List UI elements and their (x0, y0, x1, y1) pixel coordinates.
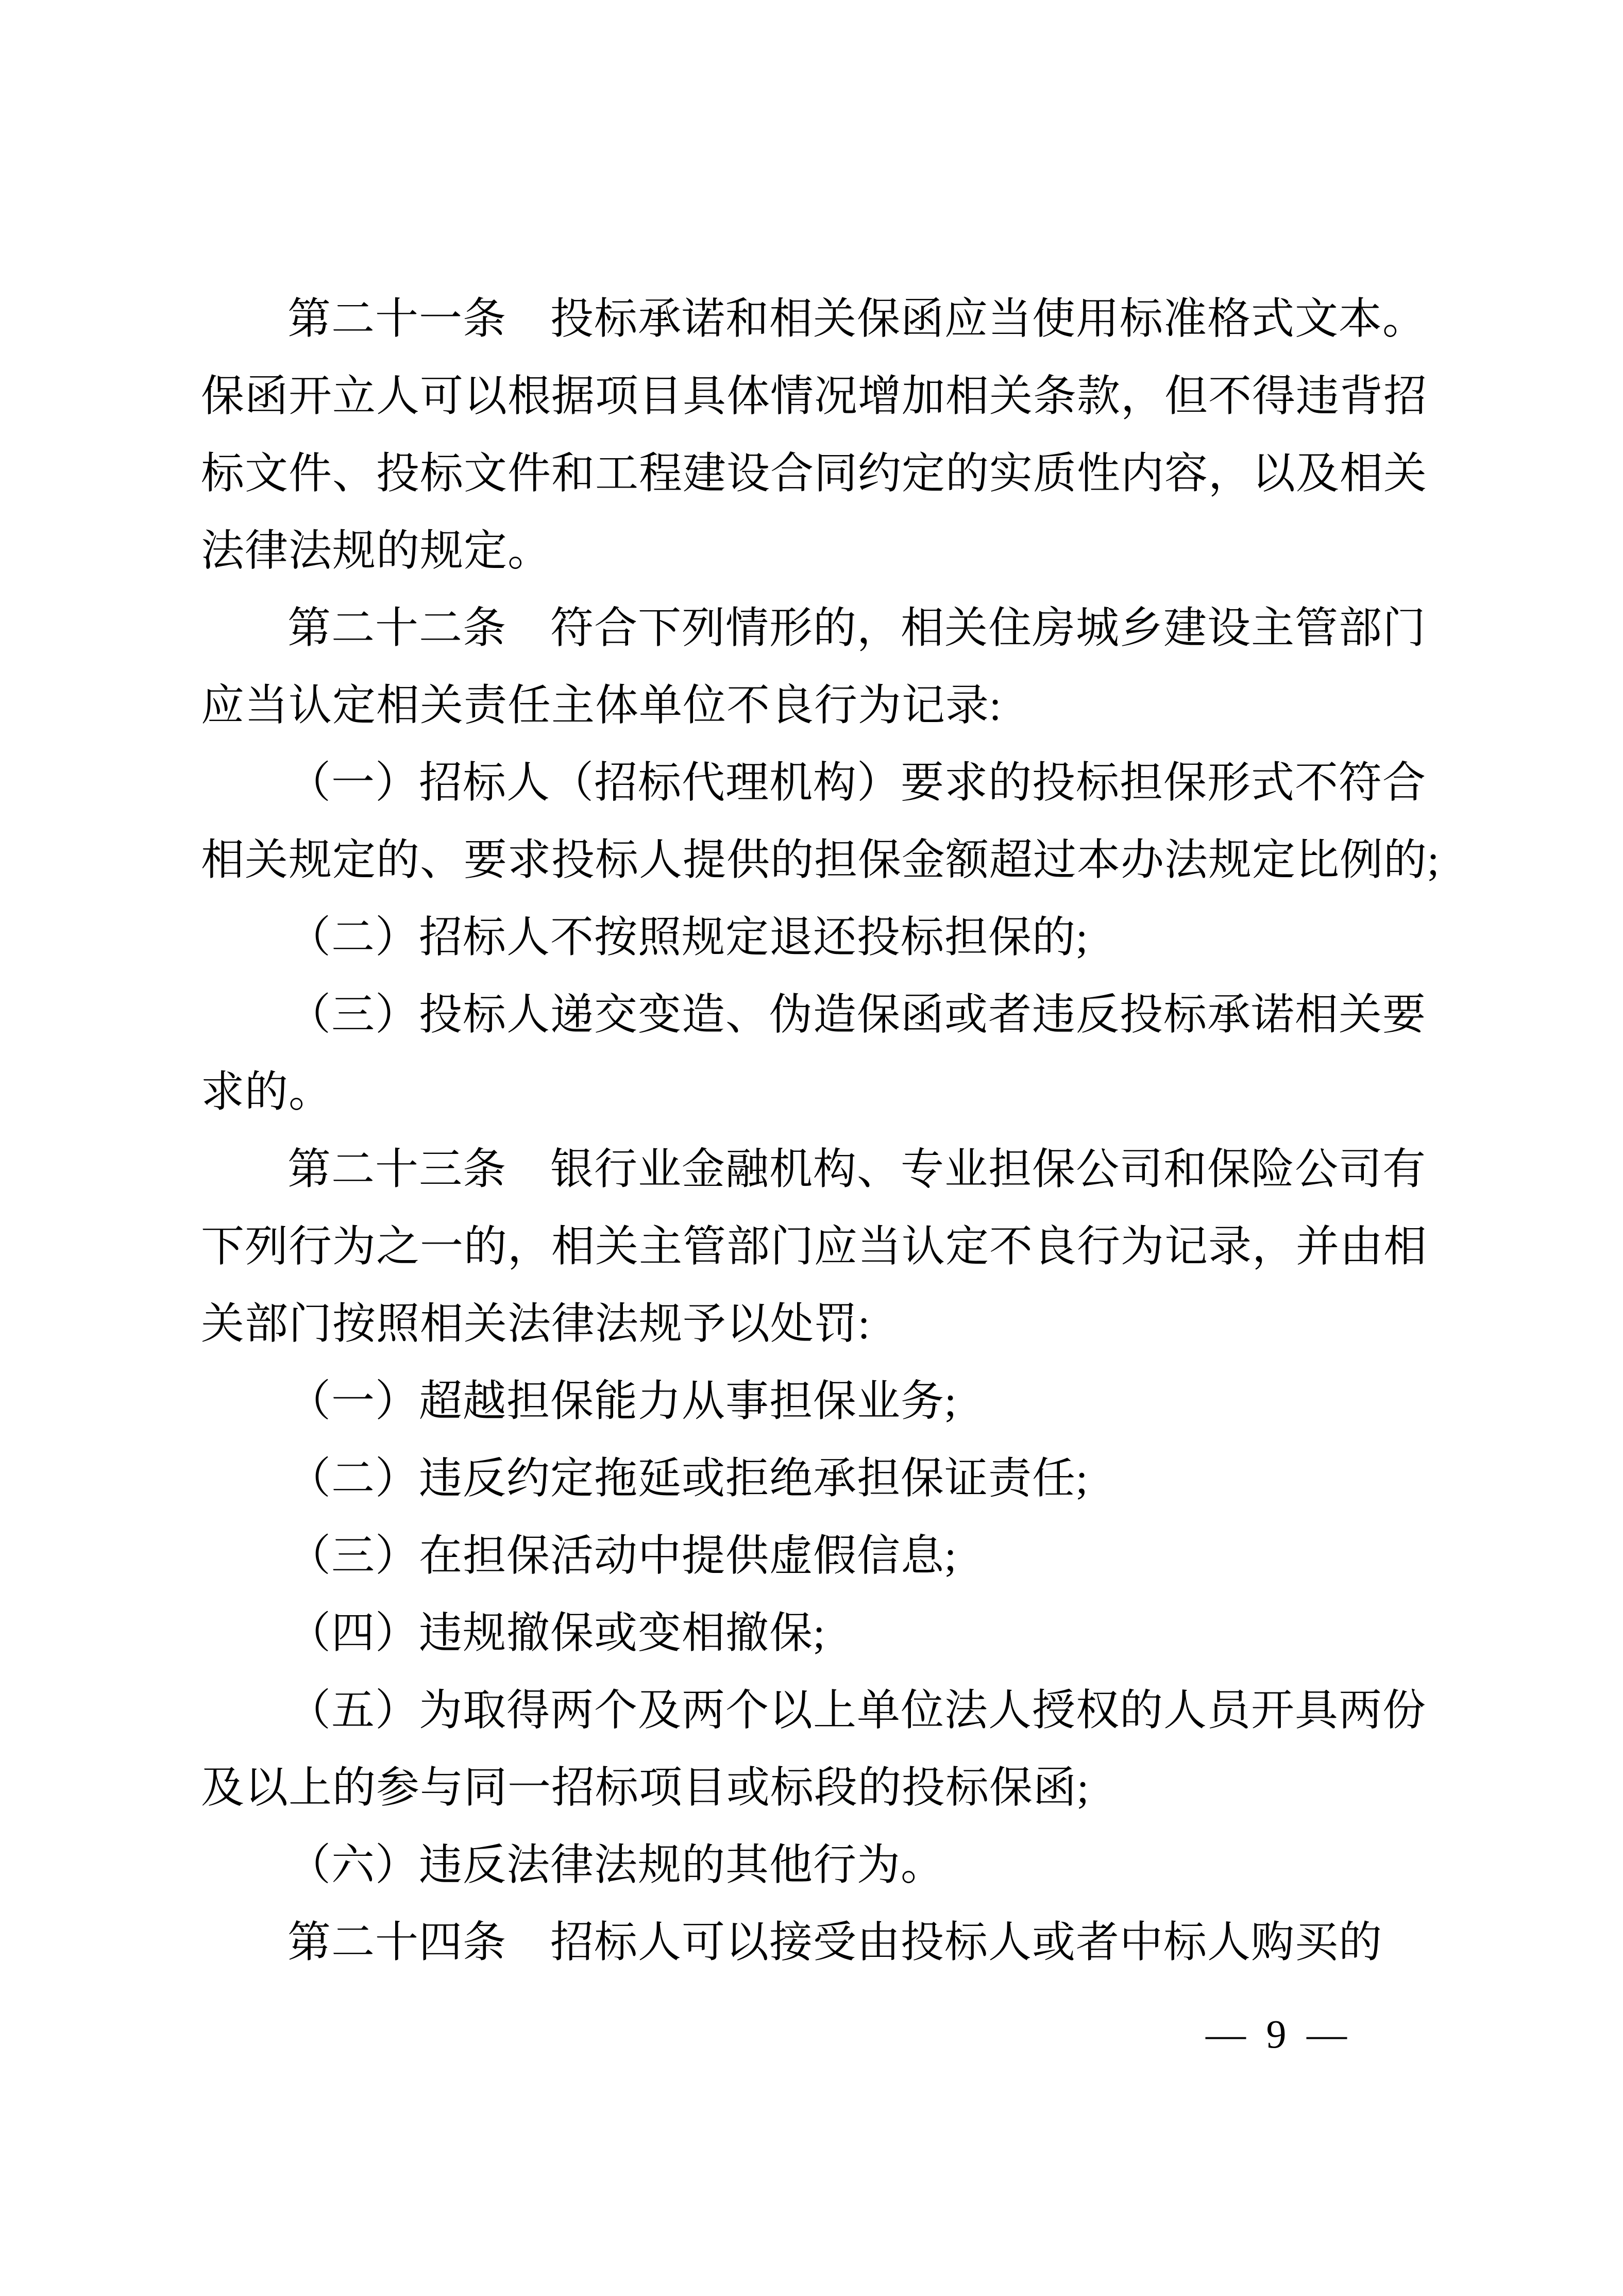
text-line: （六）违反法律法规的其他行为。 (288, 1841, 945, 1889)
text-line: 保函开立人可以根据项目具体情况增加相关条款，但不得违背招 (201, 373, 1428, 421)
text-line: 第二十四条 招标人可以接受由投标人或者中标人购买的 (288, 1919, 1383, 1967)
text-line: （一）超越担保能力从事担保业务; (288, 1378, 957, 1426)
page-number: — 9 — (1206, 2012, 1352, 2056)
text-line: （四）违规撤保或变相撤保; (288, 1610, 826, 1657)
text-line: 关部门按照相关法律法规予以处罚: (201, 1300, 871, 1348)
text-line: 求的。 (201, 1068, 333, 1116)
text-line: （二）违反约定拖延或拒绝承担保证责任; (288, 1455, 1089, 1503)
text-line: （三）投标人递交变造、伪造保函或者违反投标承诺相关要 (288, 991, 1427, 1039)
text-line: 法律法规的规定。 (201, 527, 552, 575)
text-line: （二）招标人不按照规定退还投标担保的; (288, 914, 1089, 962)
text-line: 相关规定的、要求投标人提供的担保金额超过本办法规定比例的; (201, 836, 1440, 884)
text-line: 应当认定相关责任主体单位不良行为记录: (201, 682, 1002, 730)
text-line: 标文件、投标文件和工程建设合同约定的实质性内容，以及相关 (201, 450, 1428, 498)
text-line: （一）招标人（招标代理机构）要求的投标担保形式不符合 (288, 759, 1427, 807)
text-line: 下列行为之一的，相关主管部门应当认定不良行为记录，并由相 (201, 1223, 1428, 1271)
text-line: （三）在担保活动中提供虚假信息; (288, 1532, 957, 1580)
text-line: 第二十三条 银行业金融机构、专业担保公司和保险公司有 (288, 1146, 1427, 1194)
text-line: 第二十一条 投标承诺和相关保函应当使用标准格式文本。 (288, 295, 1427, 343)
text-line: 及以上的参与同一招标项目或标段的投标保函; (201, 1764, 1090, 1812)
text-line: （五）为取得两个及两个以上单位法人授权的人员开具两份 (288, 1687, 1427, 1735)
document-body (201, 281, 1440, 1982)
text-line: 第二十二条 符合下列情形的，相关住房城乡建设主管部门 (288, 605, 1427, 652)
